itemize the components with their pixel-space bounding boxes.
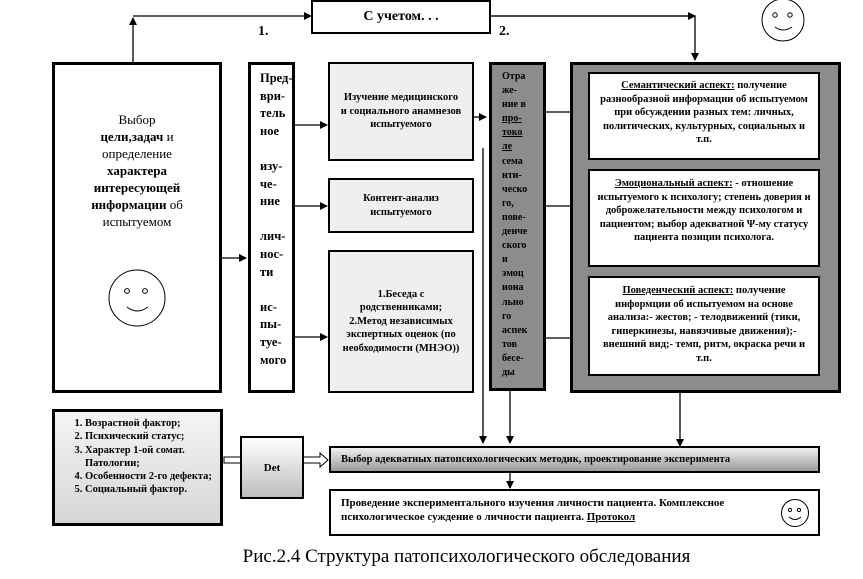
top-box-label: С учетом. . . — [363, 9, 439, 24]
preliminary-study-line: мого — [260, 352, 287, 367]
content-analysis-text: Контент-анализ испытуемого — [363, 193, 439, 218]
anamnesis-box — [328, 62, 474, 161]
smiley-icon — [755, 0, 812, 45]
factors-list — [63, 417, 216, 497]
protocol-reflection-line: ние в — [502, 99, 526, 111]
preliminary-study-line: пы- — [260, 317, 282, 332]
det-label: Det — [263, 461, 281, 474]
protocol-reflection-line: и — [502, 254, 508, 266]
protocol-reflection-line: тов — [502, 338, 517, 350]
factor-item: 1. Возрастной фактор; — [85, 417, 216, 430]
protocol-reflection-line: бесе- — [502, 352, 524, 364]
step-label-1: 1. — [258, 24, 269, 39]
protocol-reflection-line: го, — [502, 197, 514, 209]
factor-item: 2. Психический статус; — [85, 430, 216, 443]
preliminary-study-line: тель — [260, 106, 286, 121]
preliminary-study-line — [260, 140, 292, 158]
preliminary-study-box — [248, 62, 295, 393]
preliminary-study-line: Пред- — [260, 71, 293, 85]
protocol-reflection-line: льно — [502, 296, 524, 308]
factors-box — [52, 409, 223, 526]
preliminary-study-line: ние — [260, 194, 280, 209]
protocol-reflection-box — [489, 62, 546, 391]
conversation-box — [328, 250, 474, 393]
protocol-reflection-line: про- — [502, 113, 522, 125]
protocol-link: Протокол — [586, 511, 636, 523]
protocol-reflection-line: денче — [502, 226, 528, 238]
smiley-icon — [780, 498, 810, 528]
protocol-reflection-line: нти- — [502, 169, 522, 181]
semantic-aspect-text: получение разнообразной информации об испытуемом при обсуждении разных тем: личных, политических, культурных, социальных и т.п. — [600, 80, 808, 145]
protocol-reflection-line: токо — [502, 127, 523, 139]
protocol-reflection-line: ле — [502, 141, 513, 153]
protocol-reflection-line: эмоц — [502, 268, 524, 280]
goal-line-2-rest: и — [163, 129, 174, 144]
protocol-reflection-text — [502, 70, 543, 380]
experiment-conduct-text: Проведение экспериментального изучения личности пациента. Комплексное психологическое суждение о личности пациента. — [341, 497, 725, 523]
preliminary-study-line: ис- — [260, 299, 277, 314]
semantic-aspect-box — [588, 72, 820, 160]
protocol-reflection-line: иона — [502, 282, 524, 294]
emotional-aspect-text: - отношение испытуемого к психологу; степень доверия и доброжелательности между психологом и пациентом; выбор адекватной Ψ-му статусу пациента позиции психолога. — [597, 178, 811, 243]
figure-caption: Рис.2.4 Структура патопсихологического обследования — [242, 546, 691, 567]
preliminary-study-line: изу- — [260, 158, 283, 173]
experiment-conduct-box — [329, 489, 820, 536]
protocol-reflection-line: ды — [502, 366, 515, 378]
det-box — [240, 436, 304, 499]
preliminary-study-line: лич- — [260, 229, 286, 244]
preliminary-study-line: нос- — [260, 246, 284, 261]
content-analysis-box — [328, 178, 474, 233]
preliminary-study-line — [260, 211, 292, 229]
preliminary-study-line: ври- — [260, 88, 286, 103]
factor-item: 3. Характер 1-ой сомат. Патологии; — [85, 444, 216, 471]
goal-line-4-bold: характера интересующей информации — [91, 163, 181, 212]
preliminary-study-line: туе- — [260, 334, 282, 349]
goal-line-4-rest: об испытуемом — [102, 197, 183, 229]
preliminary-study-line: че- — [260, 176, 277, 191]
preliminary-study-text — [260, 70, 292, 369]
anamnesis-text: Изучение медицинского и социального анамнезов испытуемого — [340, 92, 462, 131]
semantic-aspect-title: Семантический аспект: — [621, 80, 735, 91]
protocol-reflection-line: пове- — [502, 211, 526, 223]
goal-line-1: Выбор — [118, 112, 156, 127]
protocol-reflection-line: го — [502, 310, 512, 322]
goal-selection-box — [52, 62, 222, 393]
protocol-reflection-line: сема — [502, 155, 523, 167]
method-selection-box — [329, 446, 820, 473]
goal-line-3: определение — [102, 146, 172, 161]
top-box — [311, 0, 491, 34]
preliminary-study-line — [260, 281, 292, 299]
preliminary-study-line: ти — [260, 264, 274, 279]
method-selection-text: Выбор адекватных патопсихологических методик, проектирование эксперимента — [341, 454, 731, 465]
behavioral-aspect-text: получение информции об испытуемом на основе анализа:- жестов; - телодвижений (тики, гиперкинезы, навязчивые движения);- внешний вид;- темп, ритм, окраска речи и т.п. — [602, 285, 806, 364]
factor-item: 4. Особенности 2-го дефекта; — [85, 470, 216, 483]
protocol-reflection-line: аспек — [502, 324, 528, 336]
goal-line-2-bold: цели,задач — [100, 129, 164, 144]
protocol-reflection-line: ческо — [502, 183, 528, 195]
emotional-aspect-title: Эмоциональный аспект: — [614, 178, 733, 189]
protocol-reflection-line: Отра — [502, 71, 526, 82]
behavioral-aspect-title: Поведенческий аспект: — [622, 285, 734, 296]
behavioral-aspect-box — [588, 276, 820, 376]
protocol-reflection-line: ского — [502, 240, 527, 252]
protocol-reflection-line: же- — [502, 85, 517, 97]
smiley-icon — [107, 267, 167, 329]
preliminary-study-line: ное — [260, 123, 280, 138]
emotional-aspect-box — [588, 169, 820, 267]
conversation-text: 1.Беседа с родственниками; 2.Метод независимых экспертных оценок (по необходимости (МНЭО)) — [342, 288, 460, 354]
factor-item: 5. Социальный фактор. — [85, 483, 216, 496]
step-label-2: 2. — [499, 24, 510, 39]
